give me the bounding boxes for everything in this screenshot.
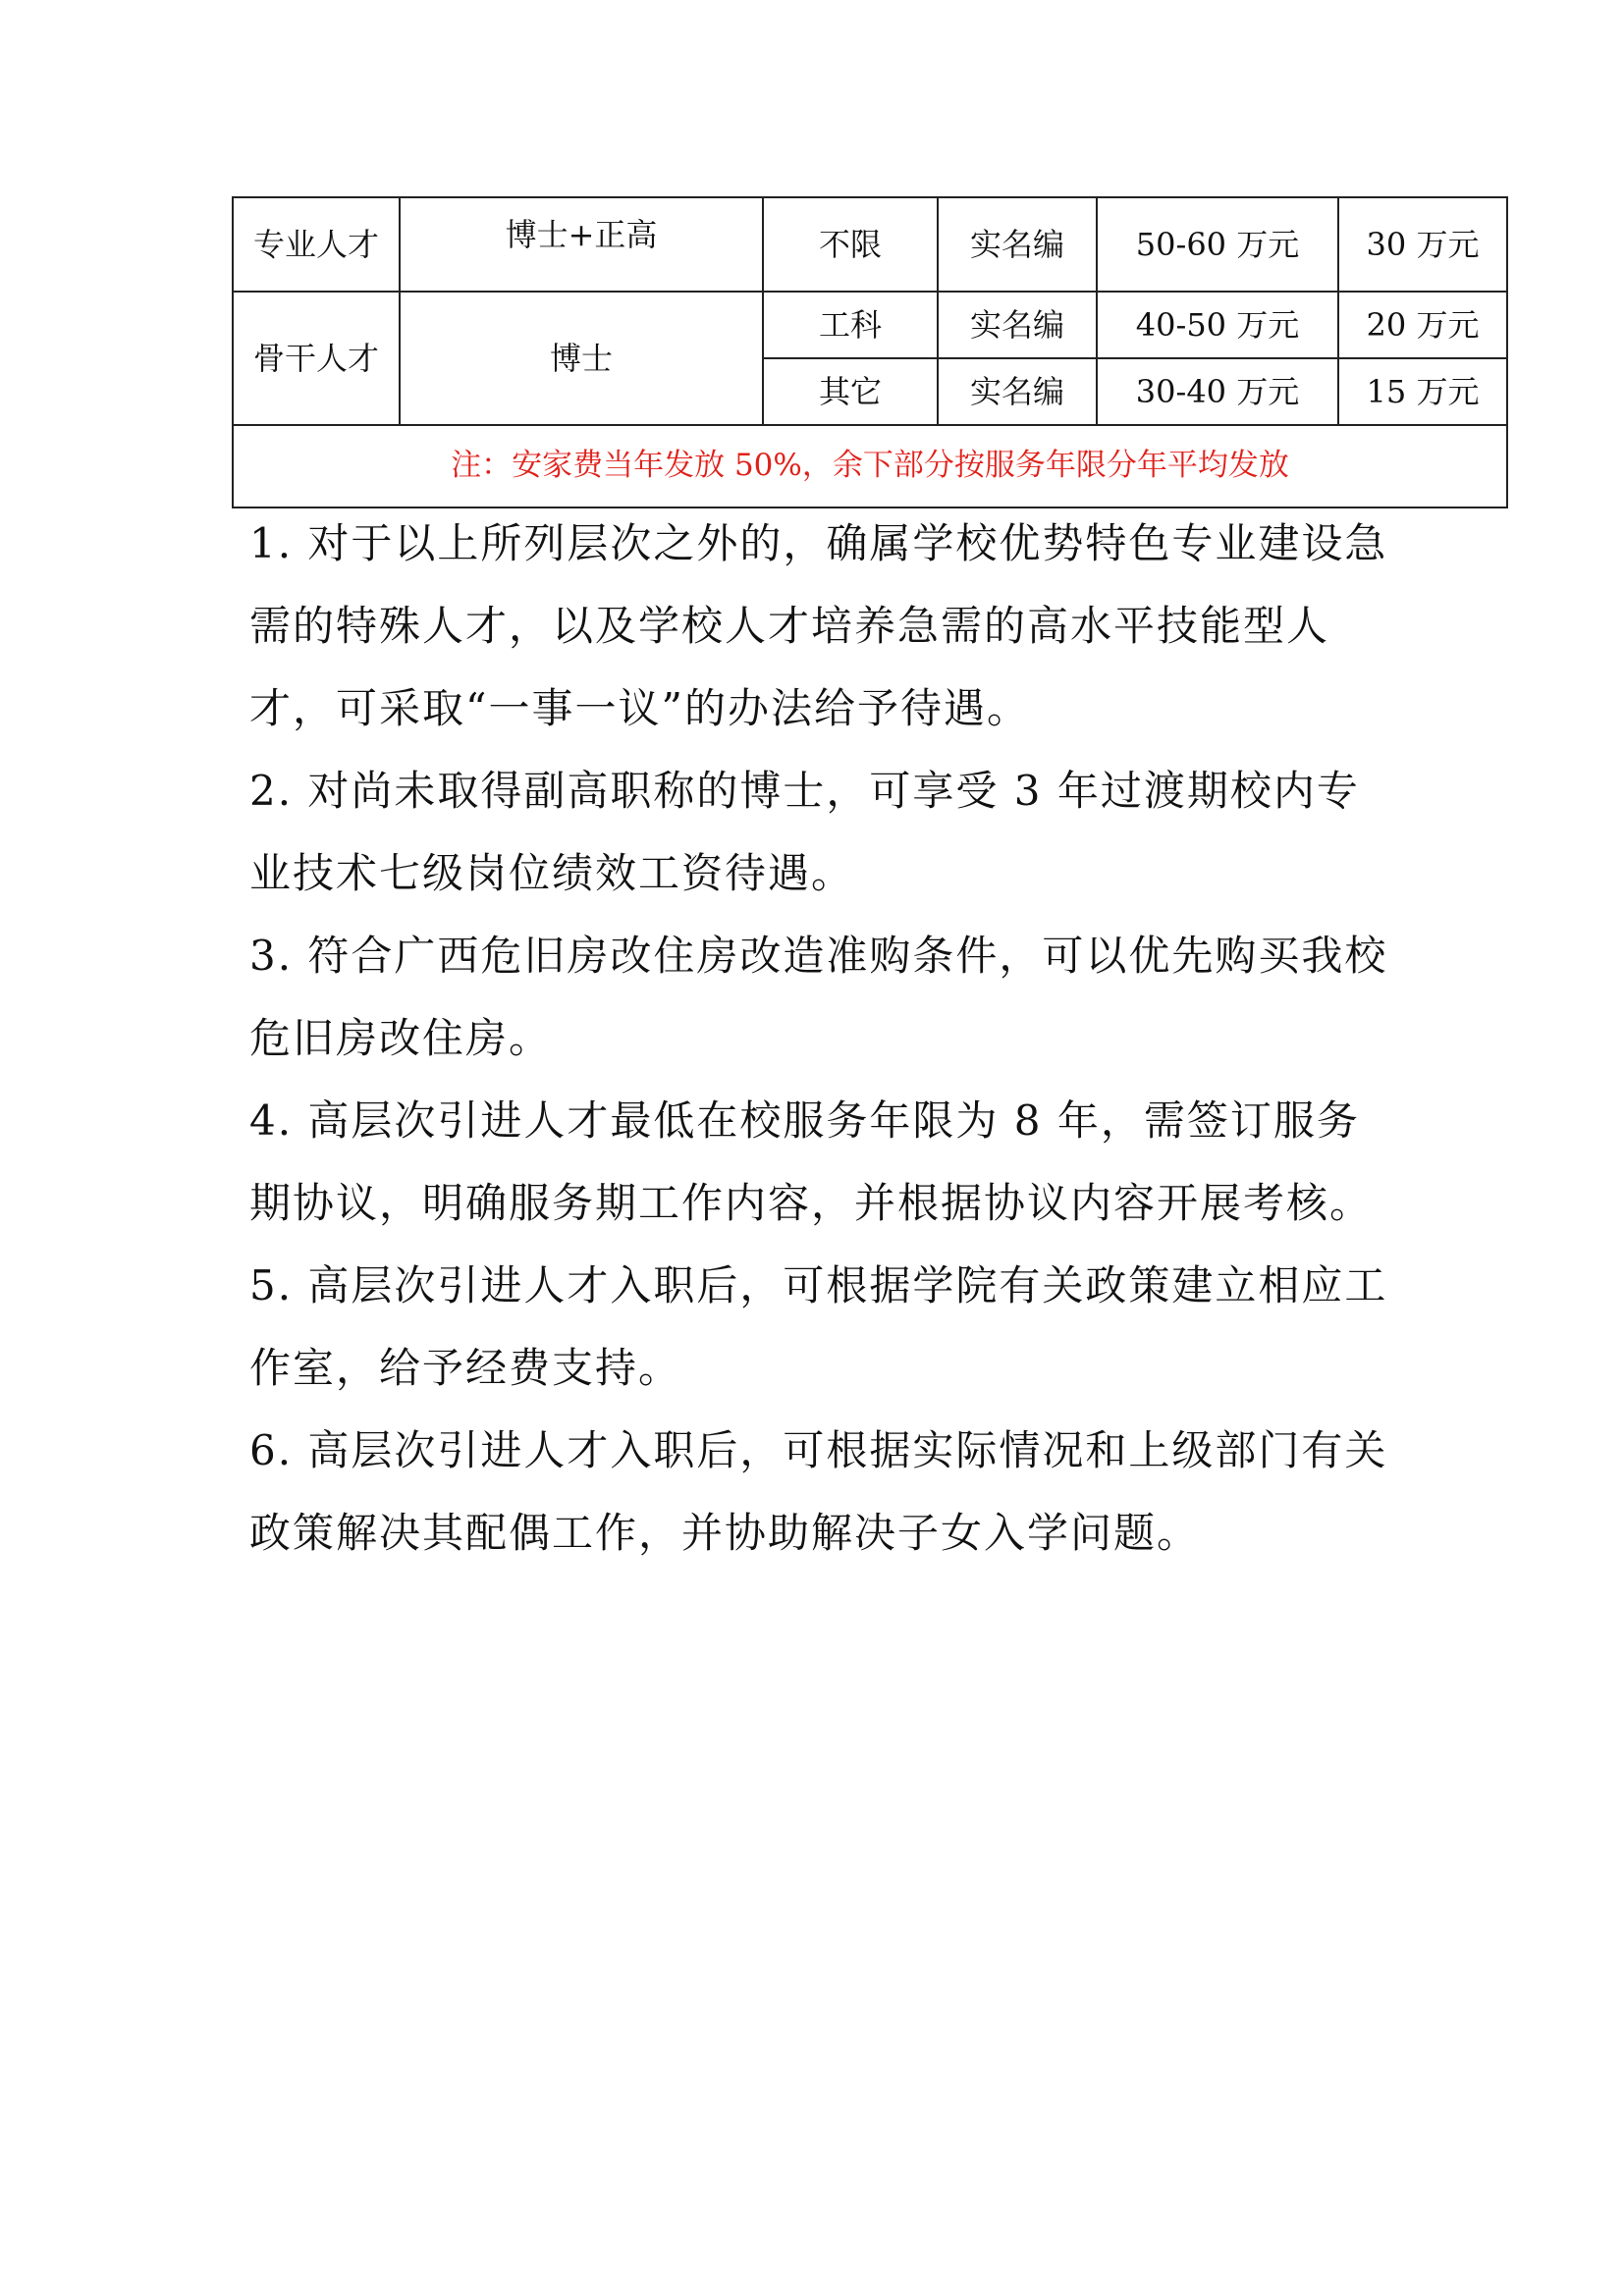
category-cell: 专业人才 (233, 197, 400, 292)
policy-text (249, 503, 1398, 1575)
field-cell: 工科 (763, 292, 938, 358)
salary-cell: 50-60 万元 (1097, 197, 1338, 292)
paragraph-3: 3. 符合广西危旧房改住房改造准购条件，可以优先购买我校危旧房改住房。 (249, 932, 1388, 1062)
staffing-cell: 实名编 (938, 197, 1097, 292)
paragraph-1: 1. 对于以上所列层次之外的，确属学校优势特色专业建设急需的特殊人才，以及学校人才培养急需的高水平技能型人才，可采取“一事一议”的办法给予待遇。 (249, 519, 1388, 732)
paragraph-4: 4. 高层次引进人才最低在校服务年限为 8 年，需签订服务期协议，明确服务期工作内容，并根据协议内容开展考核。 (249, 1096, 1374, 1227)
settlement-fee-cell: 30 万元 (1338, 197, 1507, 292)
staffing-cell: 实名编 (938, 358, 1097, 425)
table-row (233, 197, 1507, 292)
table-note-row (233, 425, 1507, 507)
salary-cell: 30-40 万元 (1097, 358, 1338, 425)
qualification-cell: 博士+正高 (400, 197, 763, 292)
salary-cell: 40-50 万元 (1097, 292, 1338, 358)
talent-treatment-table (232, 196, 1508, 508)
paragraph-6: 6. 高层次引进人才入职后，可根据实际情况和上级部门有关政策解决其配偶工作，并协助解决子女入学问题。 (249, 1426, 1388, 1557)
paragraph-2: 2. 对尚未取得副高职称的博士，可享受 3 年过渡期校内专业技术七级岗位绩效工资待遇。 (249, 767, 1360, 897)
field-cell: 其它 (763, 358, 938, 425)
settlement-fee-cell: 15 万元 (1338, 358, 1507, 425)
table-row (233, 292, 1507, 358)
table-note: 注：安家费当年发放 50%，余下部分按服务年限分年平均发放 (233, 425, 1507, 507)
paragraph-5: 5. 高层次引进人才入职后，可根据学院有关政策建立相应工作室，给予经费支持。 (249, 1261, 1388, 1392)
staffing-cell: 实名编 (938, 292, 1097, 358)
category-cell: 骨干人才 (233, 292, 400, 425)
field-cell: 不限 (763, 197, 938, 292)
settlement-fee-cell: 20 万元 (1338, 292, 1507, 358)
qualification-cell: 博士 (400, 292, 763, 425)
